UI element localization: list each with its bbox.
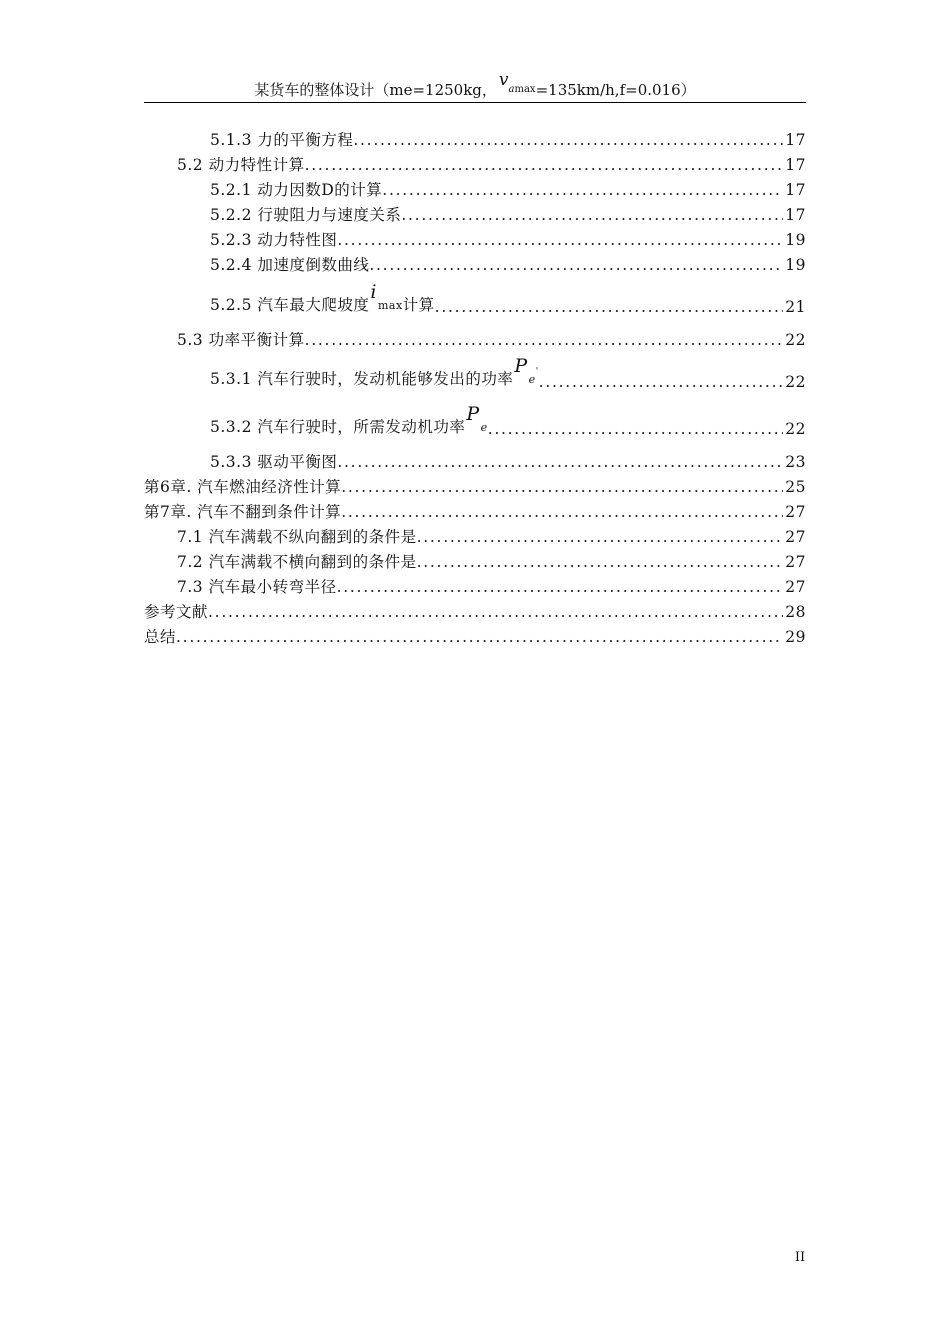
- toc-entry[interactable]: [144, 573, 806, 598]
- toc-entry-page: 29: [785, 628, 806, 646]
- toc-entry[interactable]: [144, 126, 806, 151]
- page-number: II: [794, 1250, 806, 1265]
- toc-entry[interactable]: [144, 393, 806, 440]
- toc-entry[interactable]: [144, 151, 806, 176]
- math-symbol-p: P: [514, 355, 528, 377]
- toc-entry-label: [210, 355, 539, 393]
- toc-entry-label-text: 计算: [402, 296, 435, 314]
- toc-entry-label: [210, 281, 435, 318]
- toc-entry-label: 7.3 汽车最小转弯半径: [177, 578, 337, 596]
- toc-entry[interactable]: [144, 318, 806, 351]
- toc-entry[interactable]: [144, 473, 806, 498]
- toc-entry-label: 5.2 动力特性计算: [177, 156, 305, 174]
- toc-dot-leader: [337, 451, 783, 473]
- toc-dot-leader: [305, 154, 784, 176]
- toc-entry[interactable]: [144, 548, 806, 573]
- toc-entry-page: 27: [785, 578, 806, 596]
- toc-entry[interactable]: [144, 276, 806, 318]
- math-prime: ': [535, 367, 539, 377]
- toc-entry[interactable]: [144, 523, 806, 548]
- toc-entry-label: 5.2.4 加速度倒数曲线: [210, 256, 370, 274]
- toc-entry-page: 28: [785, 603, 806, 621]
- toc-dot-leader: [305, 329, 784, 351]
- toc-entry-page: 17: [785, 206, 806, 224]
- toc-entry-label: 总结: [144, 628, 177, 646]
- toc-dot-leader: [341, 476, 783, 498]
- toc-dot-leader: [435, 296, 784, 318]
- toc-dot-leader: [341, 501, 783, 523]
- toc-entry-label: 5.2.2 行驶阻力与速度关系: [210, 206, 402, 224]
- toc-entry-page: 23: [785, 453, 806, 471]
- toc-entry-label: 5.2.1 动力因数D的计算: [210, 181, 383, 199]
- toc-entry-page: 22: [785, 373, 806, 391]
- toc-dot-leader: [417, 526, 784, 548]
- header-title-suffix: =135km/h,f=0.016）: [535, 81, 696, 99]
- toc-entry-page: 21: [785, 298, 806, 316]
- toc-entry-label: 第7章. 汽车不翻到条件计算: [144, 503, 342, 521]
- toc-entry-label: 第6章. 汽车燃油经济性计算: [144, 478, 342, 496]
- table-of-contents: [144, 126, 806, 648]
- toc-entry[interactable]: [144, 598, 806, 623]
- toc-entry-page: 17: [785, 156, 806, 174]
- toc-entry[interactable]: [144, 251, 806, 276]
- running-header: [144, 72, 806, 103]
- header-velocity-subscript-max: max: [514, 84, 536, 95]
- toc-dot-leader: [488, 418, 784, 440]
- toc-entry[interactable]: [144, 351, 806, 393]
- toc-entry-label: 7.1 汽车满载不纵向翻到的条件是: [177, 528, 417, 546]
- toc-dot-leader: [382, 179, 783, 201]
- math-subscript-max: max: [377, 299, 403, 312]
- header-velocity-symbol: v: [498, 70, 509, 90]
- header-title-prefix: 某货车的整体设计（me=1250kg，: [254, 81, 497, 99]
- toc-entry-label: 7.2 汽车满载不横向翻到的条件是: [177, 553, 417, 571]
- toc-entry-label: 5.3.3 驱动平衡图: [210, 453, 338, 471]
- toc-entry-label-text: 5.2.5 汽车最大爬坡度: [210, 296, 370, 314]
- math-symbol-p: P: [466, 403, 480, 425]
- toc-entry[interactable]: [144, 623, 806, 648]
- toc-entry-page: 27: [785, 553, 806, 571]
- toc-entry-label: 参考文献: [144, 603, 209, 621]
- toc-entry-label: 5.3 功率平衡计算: [177, 331, 305, 349]
- toc-entry-page: 25: [785, 478, 806, 496]
- toc-entry[interactable]: [144, 498, 806, 523]
- toc-entry[interactable]: [144, 176, 806, 201]
- toc-entry-page: 19: [785, 231, 806, 249]
- toc-entry-label-text: 5.3.1 汽车行驶时，发动机能够发出的功率: [210, 370, 514, 388]
- toc-entry-page: 19: [785, 256, 806, 274]
- toc-entry-page: 17: [785, 131, 806, 149]
- toc-dot-leader: [337, 229, 783, 251]
- toc-entry-label: 5.1.3 力的平衡方程: [210, 131, 354, 149]
- toc-entry-page: 27: [785, 503, 806, 521]
- toc-entry-label-text: 5.3.2 汽车行驶时，所需发动机功率: [210, 418, 466, 436]
- toc-dot-leader: [539, 371, 784, 393]
- toc-entry-label: 5.2.3 动力特性图: [210, 231, 338, 249]
- toc-entry[interactable]: [144, 440, 806, 473]
- math-subscript-e: e: [480, 421, 488, 434]
- header-velocity-subscript-a: a: [508, 84, 515, 95]
- toc-dot-leader: [369, 254, 783, 276]
- toc-entry-label: [210, 403, 488, 440]
- math-subscript-e: e: [528, 373, 536, 386]
- toc-dot-leader: [208, 601, 783, 623]
- toc-dot-leader: [176, 626, 783, 648]
- toc-dot-leader: [417, 551, 784, 573]
- toc-dot-leader: [337, 576, 784, 598]
- toc-entry-page: 27: [785, 528, 806, 546]
- toc-entry[interactable]: [144, 201, 806, 226]
- toc-dot-leader: [401, 204, 783, 226]
- toc-entry-page: 22: [785, 331, 806, 349]
- toc-entry-page: 22: [785, 420, 806, 438]
- toc-entry-page: 17: [785, 181, 806, 199]
- toc-dot-leader: [353, 129, 783, 151]
- toc-entry[interactable]: [144, 226, 806, 251]
- math-symbol-i: i: [370, 281, 377, 303]
